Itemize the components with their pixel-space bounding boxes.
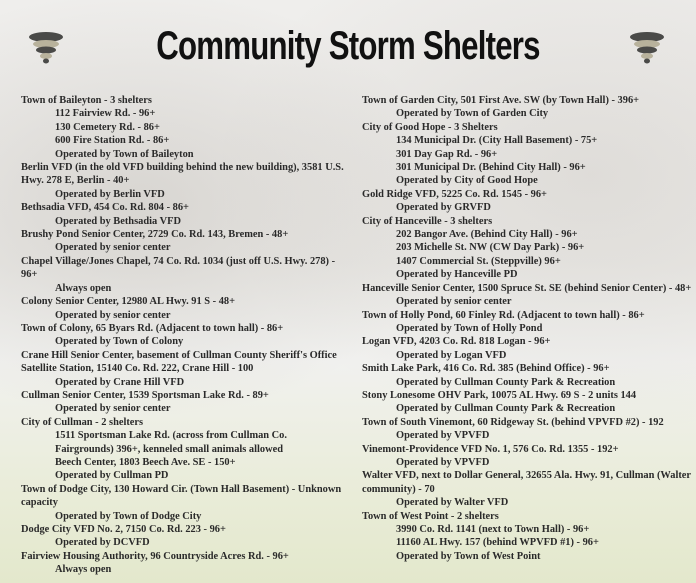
shelter-detail: Operated by Berlin VFD <box>55 188 165 200</box>
shelter-detail: 1407 Commercial St. (Steppville) 96+ <box>396 255 561 267</box>
shelter-entry: Town of Garden City, 501 First Ave. SW (by Town Hall) - 396+ <box>362 95 640 106</box>
shelter-detail: Operated by Cullman County Park & Recreation <box>396 376 616 388</box>
shelter-entry: Bethsadia VFD, 454 Co. Rd. 804 - 86+ <box>21 202 189 214</box>
shelter-detail: Operated by Town of Holly Pond <box>396 322 543 334</box>
shelter-detail: Operated by Hanceville PD <box>396 269 518 281</box>
shelter-list-right <box>362 94 692 563</box>
shelter-detail: Always open <box>55 564 112 576</box>
shelter-entry: capacity <box>21 497 58 509</box>
shelter-detail: Operated by Town of Dodge City <box>55 510 202 522</box>
shelter-detail: 11160 AL Hwy. 157 (behind WPVFD #1) - 96+ <box>396 537 599 549</box>
shelter-detail: 3990 Co. Rd. 1141 (next to Town Hall) - 96+ <box>396 524 590 535</box>
shelter-entry: Stony Lonesome OHV Park, 10075 AL Hwy. 69 S - 2 units 144 <box>362 389 637 401</box>
shelter-entry: Town of West Point - 2 shelters <box>362 510 499 522</box>
shelter-entry: Town of Holly Pond, 60 Finley Rd. (Adjacent to town hall) - 86+ <box>362 309 645 321</box>
shelter-detail: 202 Bangor Ave. (Behind City Hall) - 96+ <box>396 229 578 241</box>
tornado-icon <box>628 30 666 66</box>
shelter-entry: Crane Hill Senior Center, basement of Cullman County Sheriff's Office <box>21 349 337 361</box>
shelter-detail: Operated by VPVFD <box>396 456 490 468</box>
shelter-detail: 301 Day Gap Rd. - 96+ <box>396 148 498 160</box>
shelter-detail: Operated by senior center <box>396 296 512 308</box>
shelter-entry: Walter VFD, next to Dollar General, 32655 Ala. Hwy. 91, Cullman (Walter <box>362 470 692 482</box>
shelter-entry: City of Cullman - 2 shelters <box>21 416 144 428</box>
shelter-entry: Town of Colony, 65 Byars Rd. (Adjacent to town hall) - 86+ <box>21 322 284 334</box>
shelter-entry: Colony Senior Center, 12980 AL Hwy. 91 S - 48+ <box>21 296 236 308</box>
shelter-entry: Satellite Station, 15140 Co. Rd. 222, Crane Hill - 100 <box>21 363 254 375</box>
shelter-detail: Operated by GRVFD <box>396 202 491 214</box>
shelter-detail: Operated by Cullman County Park & Recreation <box>396 403 616 415</box>
shelter-detail: Operated by Town of Garden City <box>396 108 549 120</box>
shelter-detail: Operated by Town of Baileyton <box>55 148 194 160</box>
shelter-entry: Logan VFD, 4203 Co. Rd. 818 Logan - 96+ <box>362 336 551 348</box>
shelter-detail: 600 Fire Station Rd. - 86+ <box>55 135 170 147</box>
shelter-entry: Hwy. 278 E, Berlin - 40+ <box>21 175 130 187</box>
shelter-entry: Gold Ridge VFD, 5225 Co. Rd. 1545 - 96+ <box>362 188 547 200</box>
shelter-entry: Smith Lake Park, 416 Co. Rd. 385 (Behind Office) - 96+ <box>362 363 610 375</box>
shelter-detail: 134 Municipal Dr. (City Hall Basement) - 75+ <box>396 135 598 147</box>
shelter-entry: Chapel Village/Jones Chapel, 74 Co. Rd. 1034 (just off U.S. Hwy. 278) - <box>21 255 336 267</box>
shelter-entry: Cullman Senior Center, 1539 Sportsman Lake Rd. - 89+ <box>21 389 269 401</box>
shelter-entry: Town of South Vinemont, 60 Ridgeway St. (behind VPVFD #2) - 192 <box>362 416 664 428</box>
shelter-entry: Vinemont-Providence VFD No. 1, 576 Co. Rd. 1355 - 192+ <box>362 443 619 455</box>
shelter-detail: Operated by Crane Hill VFD <box>55 376 185 388</box>
page-title: Community Storm Shelters <box>156 24 540 68</box>
shelter-entry: Brushy Pond Senior Center, 2729 Co. Rd. 143, Bremen - 48+ <box>21 229 289 241</box>
shelter-detail: Operated by City of Good Hope <box>396 175 538 187</box>
shelter-detail: Operated by Cullman PD <box>55 470 169 482</box>
shelter-entry: Town of Baileyton - 3 shelters <box>21 95 152 106</box>
shelter-detail: 112 Fairview Rd. - 96+ <box>55 108 156 120</box>
tornado-icon <box>27 30 65 66</box>
shelter-entry: 96+ <box>21 269 38 281</box>
shelter-detail: Always open <box>55 282 112 294</box>
shelter-detail: Fairgrounds) 396+, kenneled small animals allowed <box>55 443 283 455</box>
shelter-entry: community) - 70 <box>362 483 435 495</box>
shelter-detail: Operated by Bethsadia VFD <box>55 215 181 227</box>
shelter-detail: 1511 Sportsman Lake Rd. (across from Cullman Co. <box>55 430 287 442</box>
shelter-detail: 130 Cemetery Rd. - 86+ <box>55 121 160 133</box>
shelter-entry: Fairview Housing Authority, 96 Countryside Acres Rd. - 96+ <box>21 550 289 562</box>
shelter-list-left <box>21 94 351 577</box>
shelter-detail: Operated by senior center <box>55 309 171 321</box>
shelter-detail: Operated by VPVFD <box>396 430 490 442</box>
shelter-entry: City of Good Hope - 3 Shelters <box>362 121 498 133</box>
shelter-entry: Berlin VFD (in the old VFD building behind the new building), 3581 U.S. <box>21 162 344 174</box>
shelter-detail: Operated by senior center <box>55 403 171 415</box>
shelter-entry: Dodge City VFD No. 2, 7150 Co. Rd. 223 - 96+ <box>21 524 226 535</box>
shelter-detail: Operated by Logan VFD <box>396 349 507 361</box>
shelter-entry: Town of Dodge City, 130 Howard Cir. (Town Hall Basement) - Unknown <box>21 483 342 495</box>
shelter-entry: Hanceville Senior Center, 1500 Spruce St. SE (behind Senior Center) - 48+ <box>362 282 692 294</box>
shelter-detail: Operated by Town of Colony <box>55 336 184 348</box>
shelter-detail: Operated by senior center <box>55 242 171 254</box>
shelter-detail: Operated by Walter VFD <box>396 497 509 509</box>
shelter-detail: Operated by Town of West Point <box>396 550 541 562</box>
shelter-detail: Operated by DCVFD <box>55 537 150 549</box>
shelter-entry: City of Hanceville - 3 shelters <box>362 215 493 227</box>
shelter-detail: 301 Municipal Dr. (Behind City Hall) - 96+ <box>396 162 586 174</box>
shelter-detail: Beech Center, 1803 Beech Ave. SE - 150+ <box>55 456 236 468</box>
shelter-detail: 203 Michelle St. NW (CW Day Park) - 96+ <box>396 242 585 254</box>
